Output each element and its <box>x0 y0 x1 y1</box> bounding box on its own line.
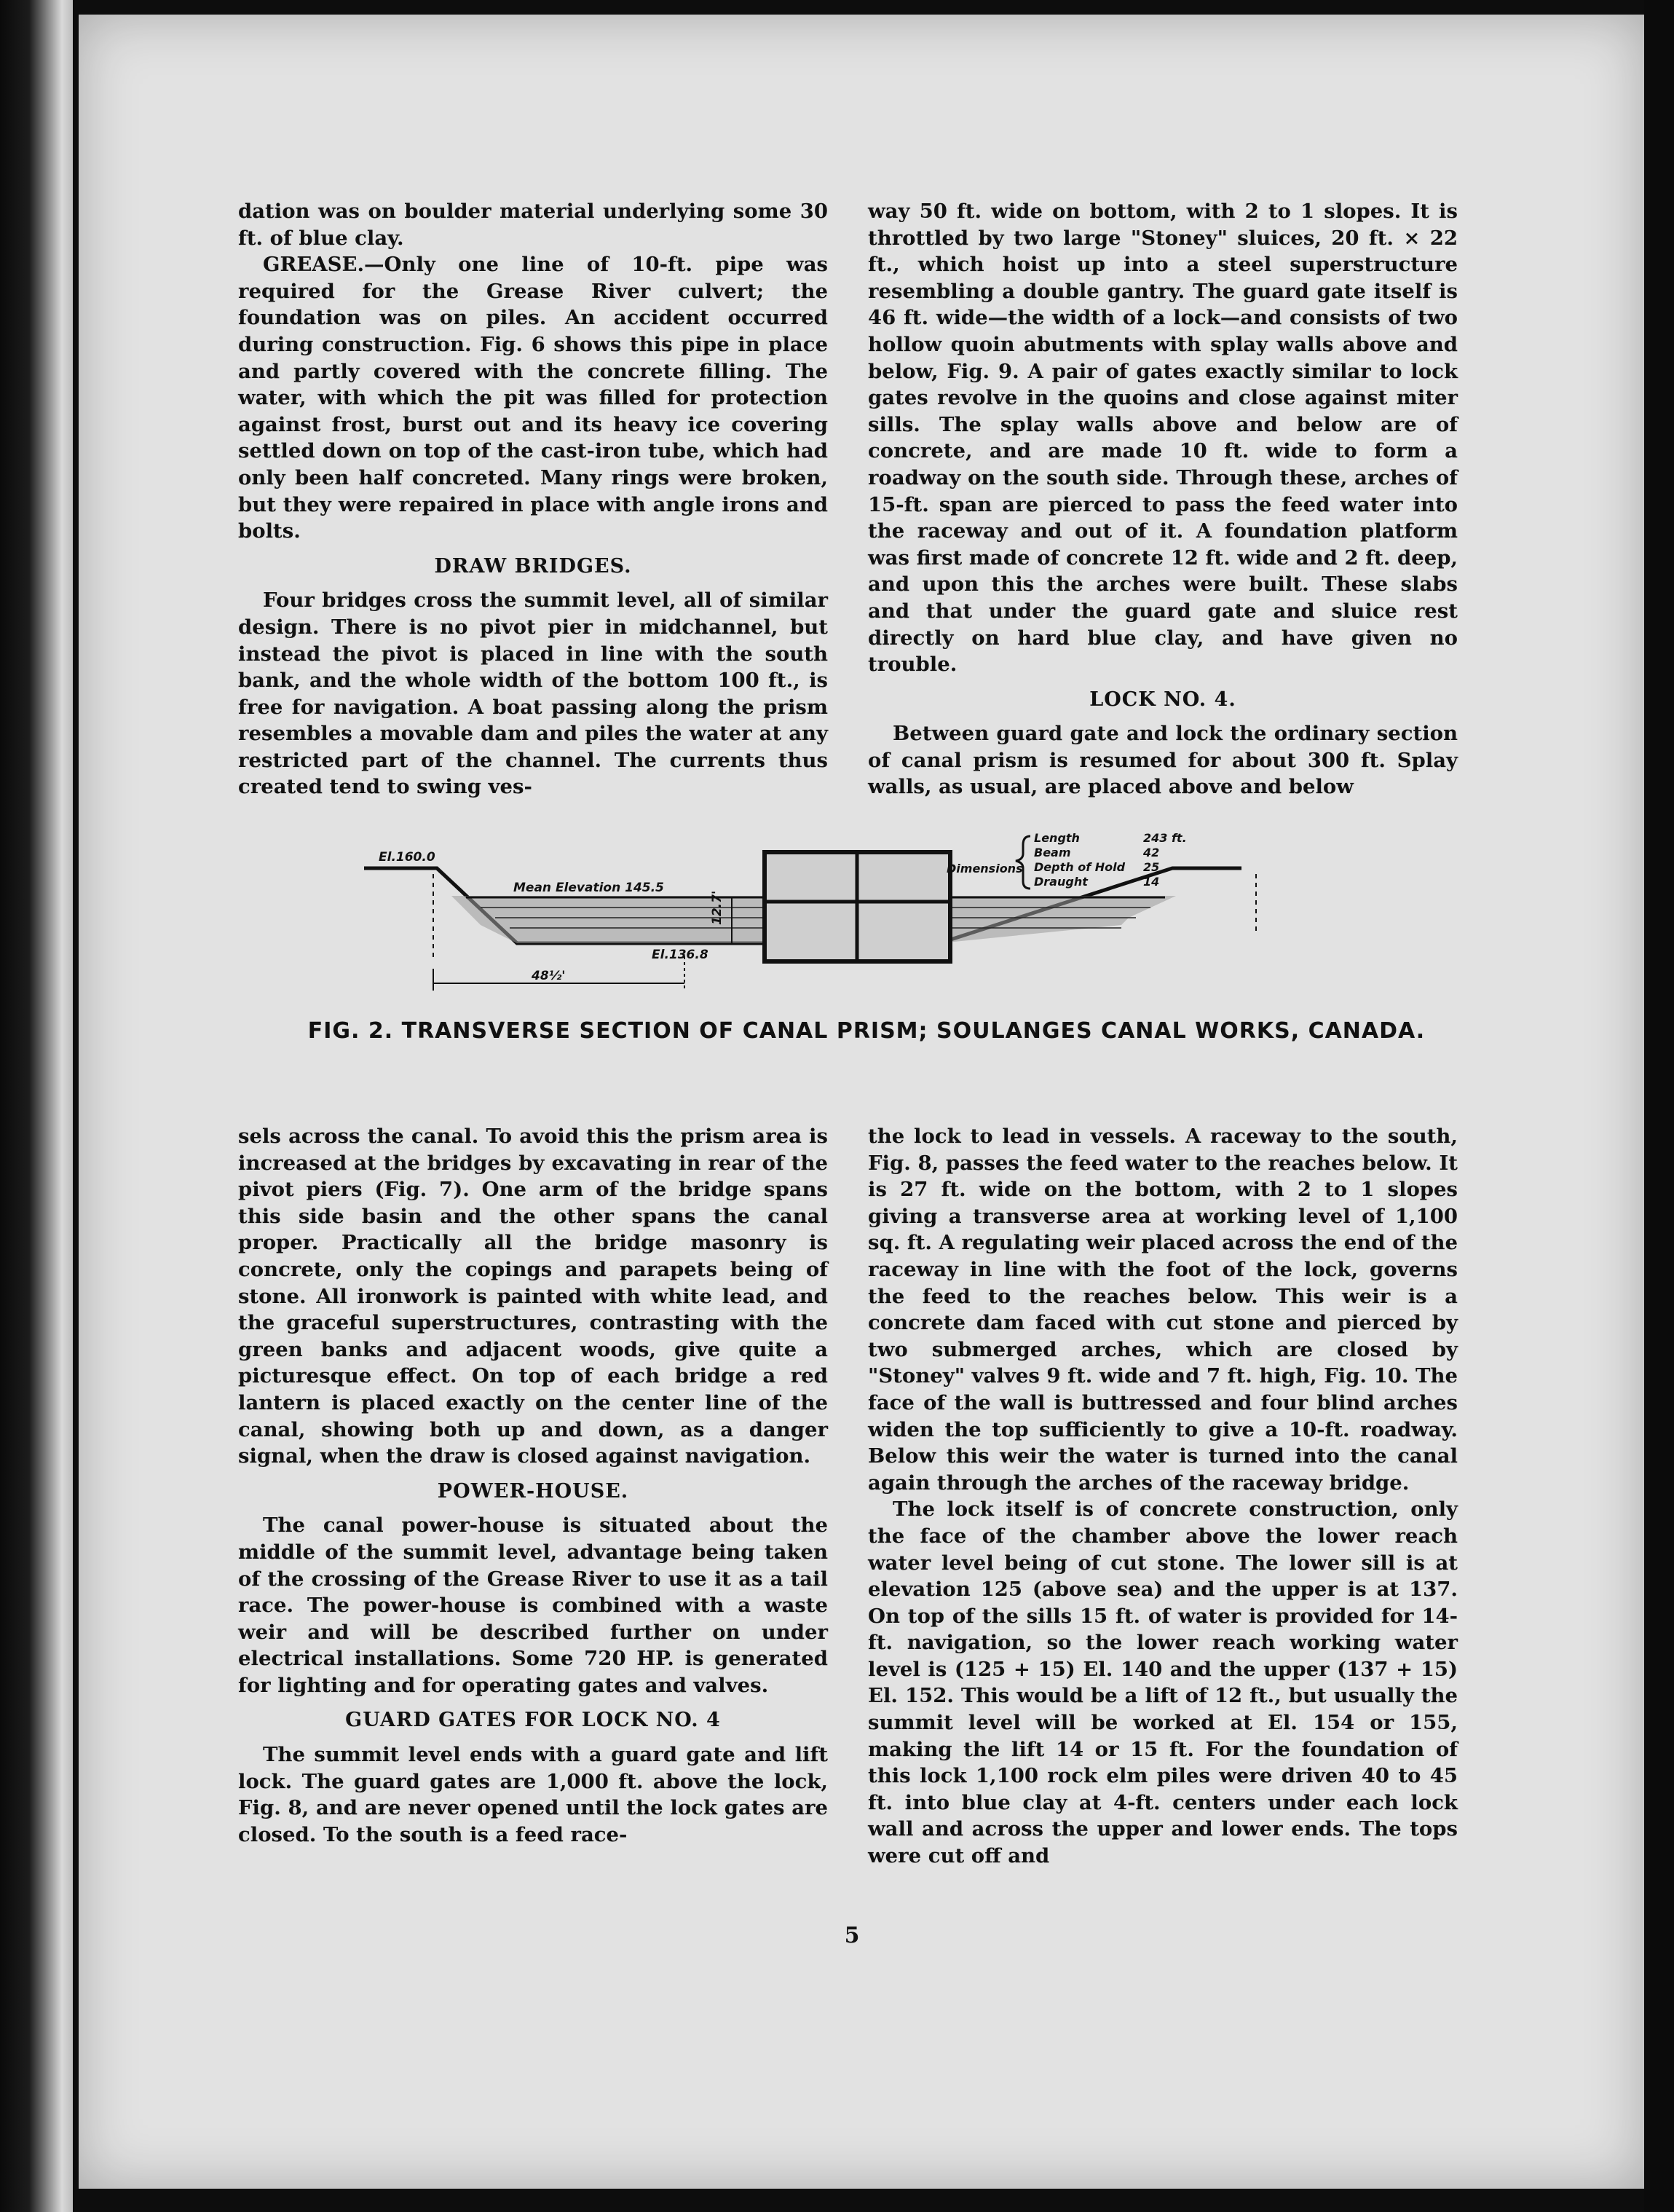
paragraph: The lock itself is of concrete construction, only the face of the chamber above the lower reach water level being of cut stone. The lower sill is at elevation 125 (above sea) and the upper is at 137. On top of the sills 15 ft. of water is provided for 14-ft. navigation, so the lower reach working water level is (125 + 15) El. 140 and the upper (137 + 15) El. 152. This would be a lift of 12 ft., but usually the summit level will be worked at El. 154 or 155, making the lift 14 or 15 ft. For the foundation of this lock 1,100 rock elm piles were driven 40 to 45 ft. into blue clay at 4-ft. centers under each lock wall and across the upper and lower ends. The tops were cut off and <box>868 1497 1458 1868</box>
svg-text:Beam: Beam <box>1034 846 1071 859</box>
book-gutter <box>0 0 73 2212</box>
figure-caption: FIG. 2. TRANSVERSE SECTION OF CANAL PRISM; SOULANGES CANAL WORKS, CANADA. <box>307 1018 1426 1044</box>
paragraph: GREASE.—Only one line of 10-ft. pipe was required for the Grease River culvert; the foundation was on piles. An accident occurred during construction. Fig. 6 shows this pipe in place and partly covered with the concrete filling. The water, with which the pit was filled for protection against frost, burst out and its heavy ice covering settled down on top of the cast-iron tube, which had only been half concreted. Many rings were broken, but they were repaired in place with angle irons and bolts. <box>238 253 828 543</box>
page-number: 5 <box>844 1923 860 1948</box>
label-dimensions: Dimensions <box>947 862 1023 875</box>
svg-text:Depth of Hold: Depth of Hold <box>1034 860 1126 874</box>
text-column-3 <box>238 1123 828 1848</box>
label-depth: 12.7' <box>710 890 725 925</box>
text-column-1 <box>238 198 828 800</box>
section-heading: POWER-HOUSE. <box>437 1479 629 1503</box>
paragraph: Between guard gate and lock the ordinary section of canal prism is resumed for about 300 ft. Splay walls, as usual, are placed above and below <box>868 722 1458 799</box>
label-half-width: 48½' <box>532 969 566 983</box>
dimension-brace <box>1016 836 1030 889</box>
text-column-4 <box>868 1123 1458 1870</box>
paragraph: sels across the canal. To avoid this the prism area is increased at the bridges by excavating in rear of the pivot piers (Fig. 7). One arm of the bridge spans this side basin and the other spans the canal proper. Practically all the bridge masonry is concrete, only the copings and parapets being of stone. All ironwork is painted with white lead, and the graceful superstructures, contrasting with the green banks and adjacent woods, give quite a picturesque effect. On top of each bridge a red lantern is placed exactly on the center line of the canal, showing both up and down, as a danger signal, when the draw is closed against navigation. <box>238 1125 828 1468</box>
canal-section-drawing <box>350 816 1369 1012</box>
svg-text:25: 25 <box>1143 860 1160 874</box>
label-mean-elevation: Mean Elevation 145.5 <box>513 881 664 895</box>
svg-text:14: 14 <box>1143 875 1160 889</box>
section-heading: LOCK NO. 4. <box>1089 688 1236 711</box>
paragraph: the lock to lead in vessels. A raceway to the south, Fig. 8, passes the feed water to the reaches below. It is 27 ft. wide on the bottom, with 2 to 1 slopes giving a transverse area at working level of 1,100 sq. ft. A regulating weir placed across the end of the raceway in line with the foot of the lock, governs the feed to the reaches below. This weir is a concrete dam faced with cut stone and pierced by two submerged arches, which are closed by "Stoney" valves 9 ft. wide and 7 ft. high, Fig. 10. The face of the wall is buttressed and four blind arches widen the top sufficiently to give a 10-ft. roadway. Below this weir the water is turned into the canal again through the arches of the raceway bridge. <box>868 1125 1458 1495</box>
svg-text:42: 42 <box>1143 846 1160 859</box>
paragraph: The summit level ends with a guard gate and lift lock. The guard gates are 1,000 ft. above the lock, Fig. 8, and are never opened until the lock gates are closed. To the south is a feed race- <box>238 1743 828 1846</box>
canal-section-figure <box>350 816 1369 1012</box>
svg-text:Length: Length <box>1034 831 1080 845</box>
svg-text:243 ft.: 243 ft. <box>1143 831 1187 845</box>
text-column-2 <box>868 198 1458 800</box>
paragraph: way 50 ft. wide on bottom, with 2 to 1 slopes. It is throttled by two large "Stoney" sluices, 20 ft. × 22 ft., which hoist up into a steel superstructure resembling a double gantry. The guard gate itself is 46 ft. wide—the width of a lock—and consists of two hollow quoin abutments with splay walls above and below, Fig. 9. A pair of gates exactly similar to lock gates revolve in the quoins and close against miter sills. The splay walls above and below are of concrete, and are made 10 ft. wide to form a roadway on the south side. Through these, arches of 15-ft. span are pierced to pass the feed water into the raceway and out of it. A foundation platform was first made of concrete 12 ft. wide and 2 ft. deep, and upon this the arches were built. These slabs and that under the guard gate and sluice rest directly on hard blue clay, and have given no trouble. <box>868 200 1458 677</box>
svg-text:Draught: Draught <box>1034 875 1088 889</box>
section-heading: GUARD GATES FOR LOCK NO. 4 <box>345 1709 721 1732</box>
paragraph: The canal power-house is situated about the middle of the summit level, advantage being taken of the crossing of the Grease River to use it as a tail race. The power-house is combined with a waste weir and will be described further on under electrical installations. Some 720 HP. is generated for lighting and for operating gates and valves. <box>238 1514 828 1697</box>
label-el-bottom: El.136.8 <box>652 948 708 962</box>
page-edge <box>1644 0 1674 2212</box>
paragraph: dation was on boulder material underlying some 30 ft. of blue clay. <box>238 200 828 250</box>
paragraph: Four bridges cross the summit level, all of similar design. There is no pivot pier in midchannel, but instead the pivot is placed in line with the south bank, and the whole width of the bottom 100 ft., is free for navigation. A boat passing along the prism resembles a movable dam and piles the water at any restricted part of the channel. The currents thus created tend to swing ves- <box>238 589 828 799</box>
section-heading: DRAW BRIDGES. <box>434 554 632 578</box>
label-el-left: El.160.0 <box>379 850 435 865</box>
